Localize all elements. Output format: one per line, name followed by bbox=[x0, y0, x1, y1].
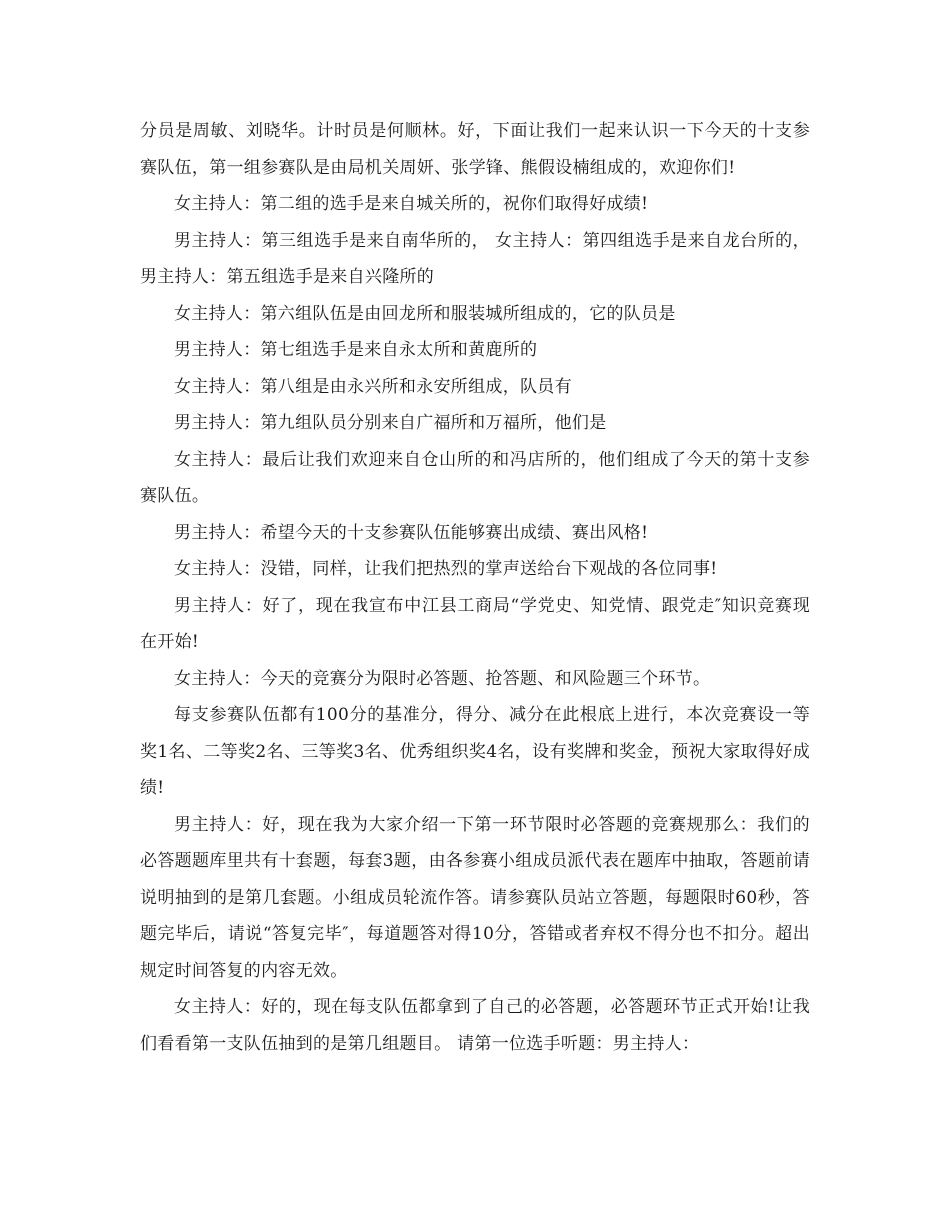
paragraph-team-two: 女主持人：第二组的选手是来自城关所的，祝你们取得好成绩! bbox=[174, 194, 649, 214]
paragraph-team-nine: 男主持人：第九组队员分别来自广福所和万福所，他们是 bbox=[174, 413, 607, 433]
paragraph-team-seven: 男主持人：第七组选手是来自永太所和黄鹿所的 bbox=[174, 340, 538, 360]
paragraph-scoring-and-prizes: 每支参赛队伍都有100分的基准分，得分、减分在此根底上进行，本次竞赛设一等奖1名、二等奖2名、三等奖3名、优秀组织奖4名，设有奖牌和奖金，预祝大家取得好成绩! bbox=[140, 705, 810, 798]
paragraph-contest-start: 男主持人：好了，现在我宣布中江县工商局“学党史、知党情、跟党走″知识竞赛现在开始! bbox=[140, 595, 810, 652]
paragraph-contest-rounds: 女主持人：今天的竞赛分为限时必答题、抢答题、和风险题三个环节。 bbox=[174, 668, 711, 689]
paragraph-good-wishes: 男主持人：希望今天的十支参赛队伍能够赛出成绩、赛出风格! bbox=[174, 522, 649, 543]
paragraph-round-one-begins: 女主持人：好的，现在每支队伍都拿到了自己的必答题，必答题环节正式开始!让我们看看第一支队伍抽到的是第几组题目。 请第一位选手听题：男主持人： bbox=[140, 997, 810, 1054]
paragraph-applause: 女主持人：没错，同样，让我们把热烈的掌声送给台下观战的各位同事! bbox=[174, 559, 718, 579]
paragraph-teams-three-to-five: 男主持人：第三组选手是来自南华所的， 女主持人：第四组选手是来自龙台所的，男主持人：第五组选手是来自兴隆所的 bbox=[140, 230, 810, 287]
paragraph-team-ten: 女主持人：最后让我们欢迎来自仓山所的和冯店所的，他们组成了今天的第十支参赛队伍。 bbox=[140, 449, 810, 506]
document-page bbox=[140, 113, 810, 1062]
paragraph-judges-and-team-one: 分员是周敏、刘晓华。计时员是何顺林。好，下面让我们一起来认识一下今天的十支参赛队伍，第一组参赛队是由局机关周妍、张学锋、熊假设楠组成的，欢迎你们! bbox=[140, 121, 810, 178]
paragraph-team-eight: 女主持人：第八组是由永兴所和永安所组成，队员有 bbox=[174, 376, 572, 397]
paragraph-round-one-rules: 男主持人：好，现在我为大家介绍一下第一环节限时必答题的竞赛规那么：我们的必答题题库里共有十套题，每套3题，由各参赛小组成员派代表在题库中抽取，答题前请说明抽到的是第几套题。小组成员轮流作答。请参赛队员站立答题，每题限时60秒，答题完毕后，请说“答复完毕″，每道题答对得10分，答错或者弃权不得分也不扣分。超出规定时间答复的内容无效。 bbox=[140, 814, 810, 981]
paragraph-team-six: 女主持人：第六组队伍是由回龙所和服装城所组成的，它的队员是 bbox=[174, 303, 676, 324]
